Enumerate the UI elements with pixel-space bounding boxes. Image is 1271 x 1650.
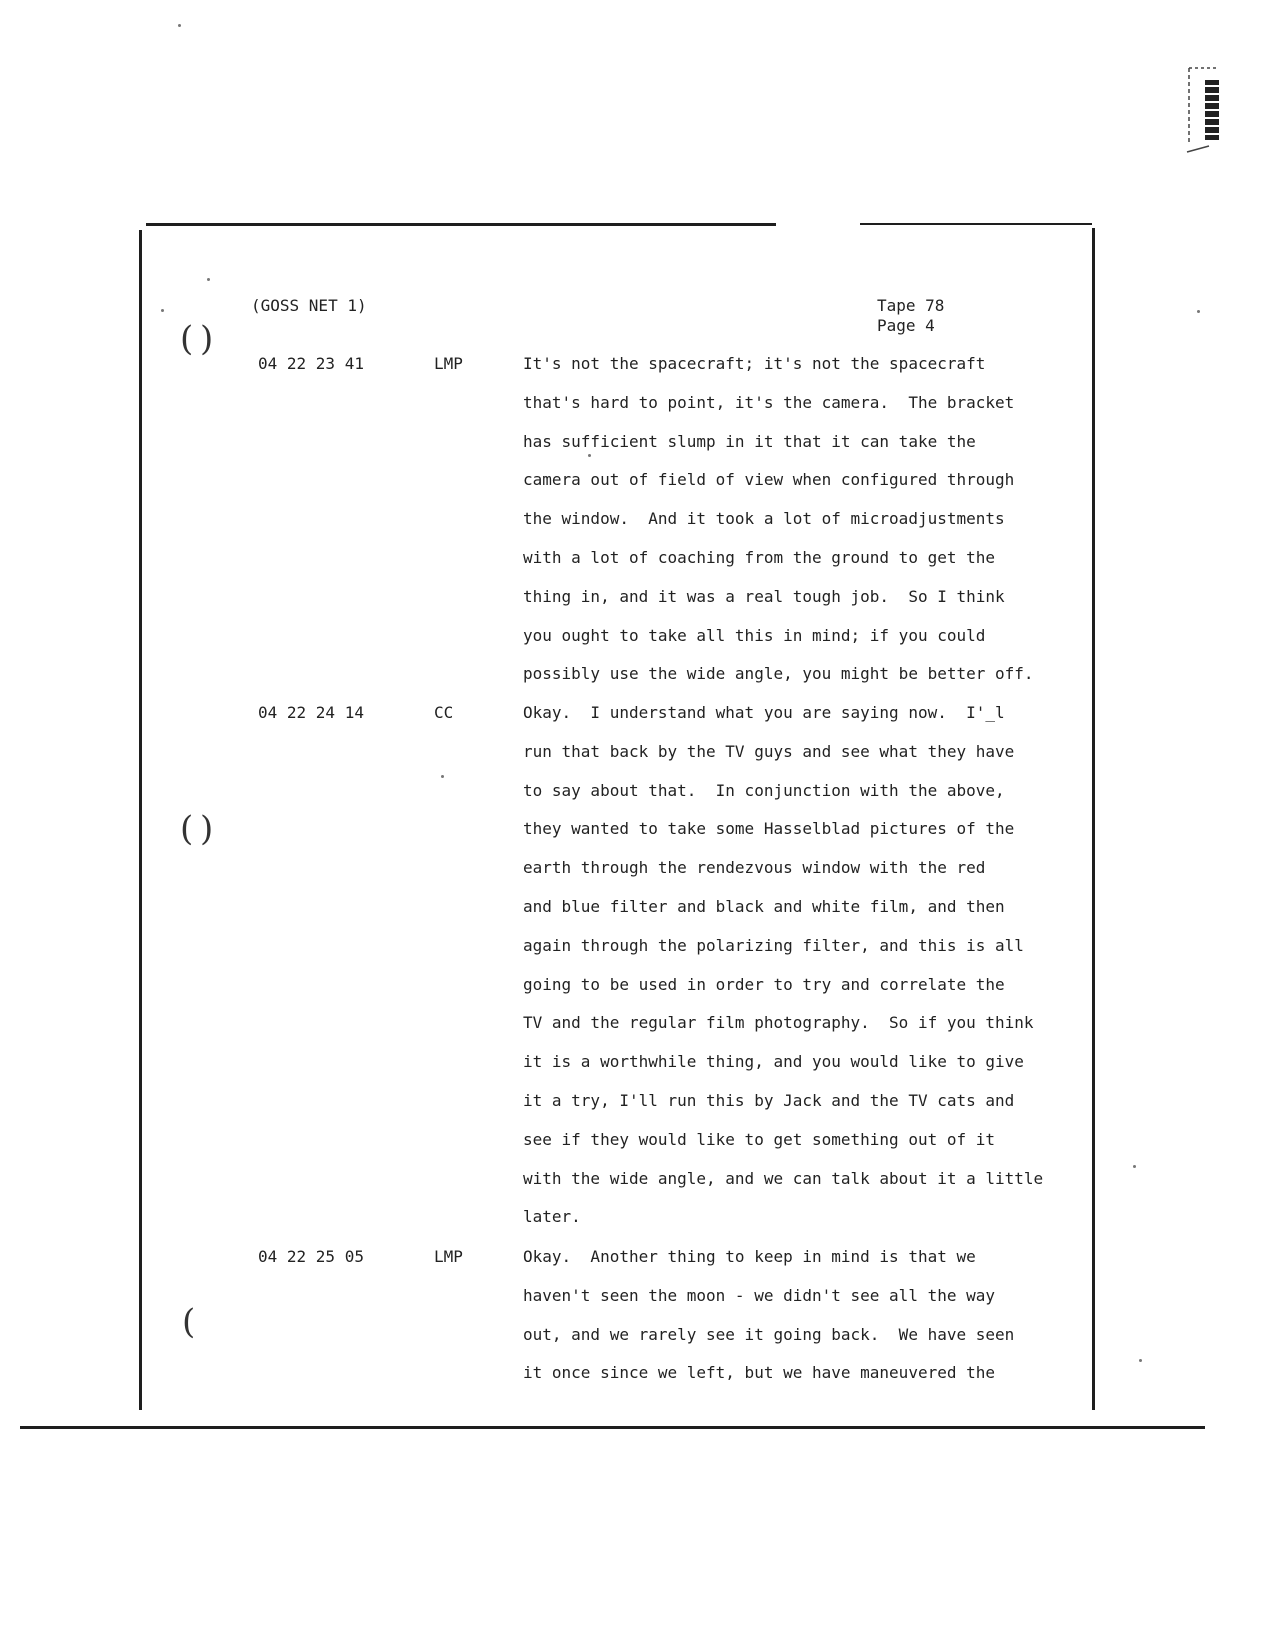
frame-bottom-rule [20,1426,1205,1429]
utterance-line: it a try, I'll run this by Jack and the TV cats and [523,1090,1015,1110]
utterance-line: the window. And it took a lot of microadjustments [523,509,1005,529]
binder-hole-top: ( ) [180,319,214,359]
utterance-line: to say about that. In conjunction with the above, [523,780,1005,800]
utterance-line: later. [523,1207,581,1227]
binder-hole-bottom: ( [182,1302,196,1342]
timestamp: 04 22 24 14 [258,703,364,722]
utterance-line: with the wide angle, and we can talk about it a little [523,1168,1044,1188]
utterance-line: possibly use the wide angle, you might be better off. [523,664,1034,684]
frame-left-rule [139,230,142,1410]
utterance-line: it is a worthwhile thing, and you would like to give [523,1052,1024,1072]
timestamp: 04 22 23 41 [258,354,364,373]
utterance-line: out, and we rarely see it going back. We have seen [523,1324,1015,1344]
utterance-line: you ought to take all this in mind; if you could [523,625,986,645]
utterance [523,345,1083,694]
scan-speck [441,775,444,778]
utterance-line: going to be used in order to try and correlate the [523,974,1005,994]
utterance-line: that's hard to point, it's the camera. The bracket [523,392,1015,412]
scan-speck [1133,1165,1136,1168]
frame-right-rule [1092,228,1095,1410]
frame-top-rule [146,223,776,226]
utterance-line: and blue filter and black and white film, and then [523,896,1005,916]
scan-speck [1139,1359,1142,1362]
utterance-line: it once since we left, but we have maneuvered the [523,1363,996,1383]
utterance-line: thing in, and it was a real tough job. So I think [523,586,1005,606]
speaker: LMP [434,1247,463,1266]
utterance-line: It's not the spacecraft; it's not the spacecraft [523,354,986,373]
tape-number: Tape 78 [877,296,945,315]
utterance-line: run that back by the TV guys and see what they have [523,741,1015,761]
utterance-line: TV and the regular film photography. So if you think [523,1013,1034,1033]
scan-speck [161,309,164,312]
scan-registration-mark [1183,66,1223,158]
utterance-line: haven't seen the moon - we didn't see all the way [523,1285,996,1305]
utterance-line: they wanted to take some Hasselblad pictures of the [523,819,1015,839]
timestamp: 04 22 25 05 [258,1247,364,1266]
page-number: Page 4 [877,316,935,335]
scan-speck [207,278,210,281]
utterance-line: again through the polarizing filter, and this is all [523,935,1024,955]
utterance-line: with a lot of coaching from the ground to get the [523,547,996,567]
utterance [523,694,1083,1237]
speaker: LMP [434,354,463,373]
utterance-line: earth through the rendezvous window with the red [523,858,986,878]
scan-speck [178,24,181,27]
binder-hole-middle: ( ) [180,809,214,849]
utterance-line: Okay. I understand what you are saying now. I'_l [523,703,1005,722]
utterance [523,1238,1083,1393]
speaker: CC [434,703,454,722]
utterance-line: camera out of field of view when configured through [523,470,1015,490]
scan-speck [1197,310,1200,313]
utterance-line: Okay. Another thing to keep in mind is that we [523,1247,976,1266]
utterance-line: see if they would like to get something out of it [523,1129,996,1149]
frame-top-rule-right [860,223,1092,225]
utterance-line: has sufficient slump in it that it can take the [523,431,976,451]
net-label: (GOSS NET 1) [251,296,367,315]
